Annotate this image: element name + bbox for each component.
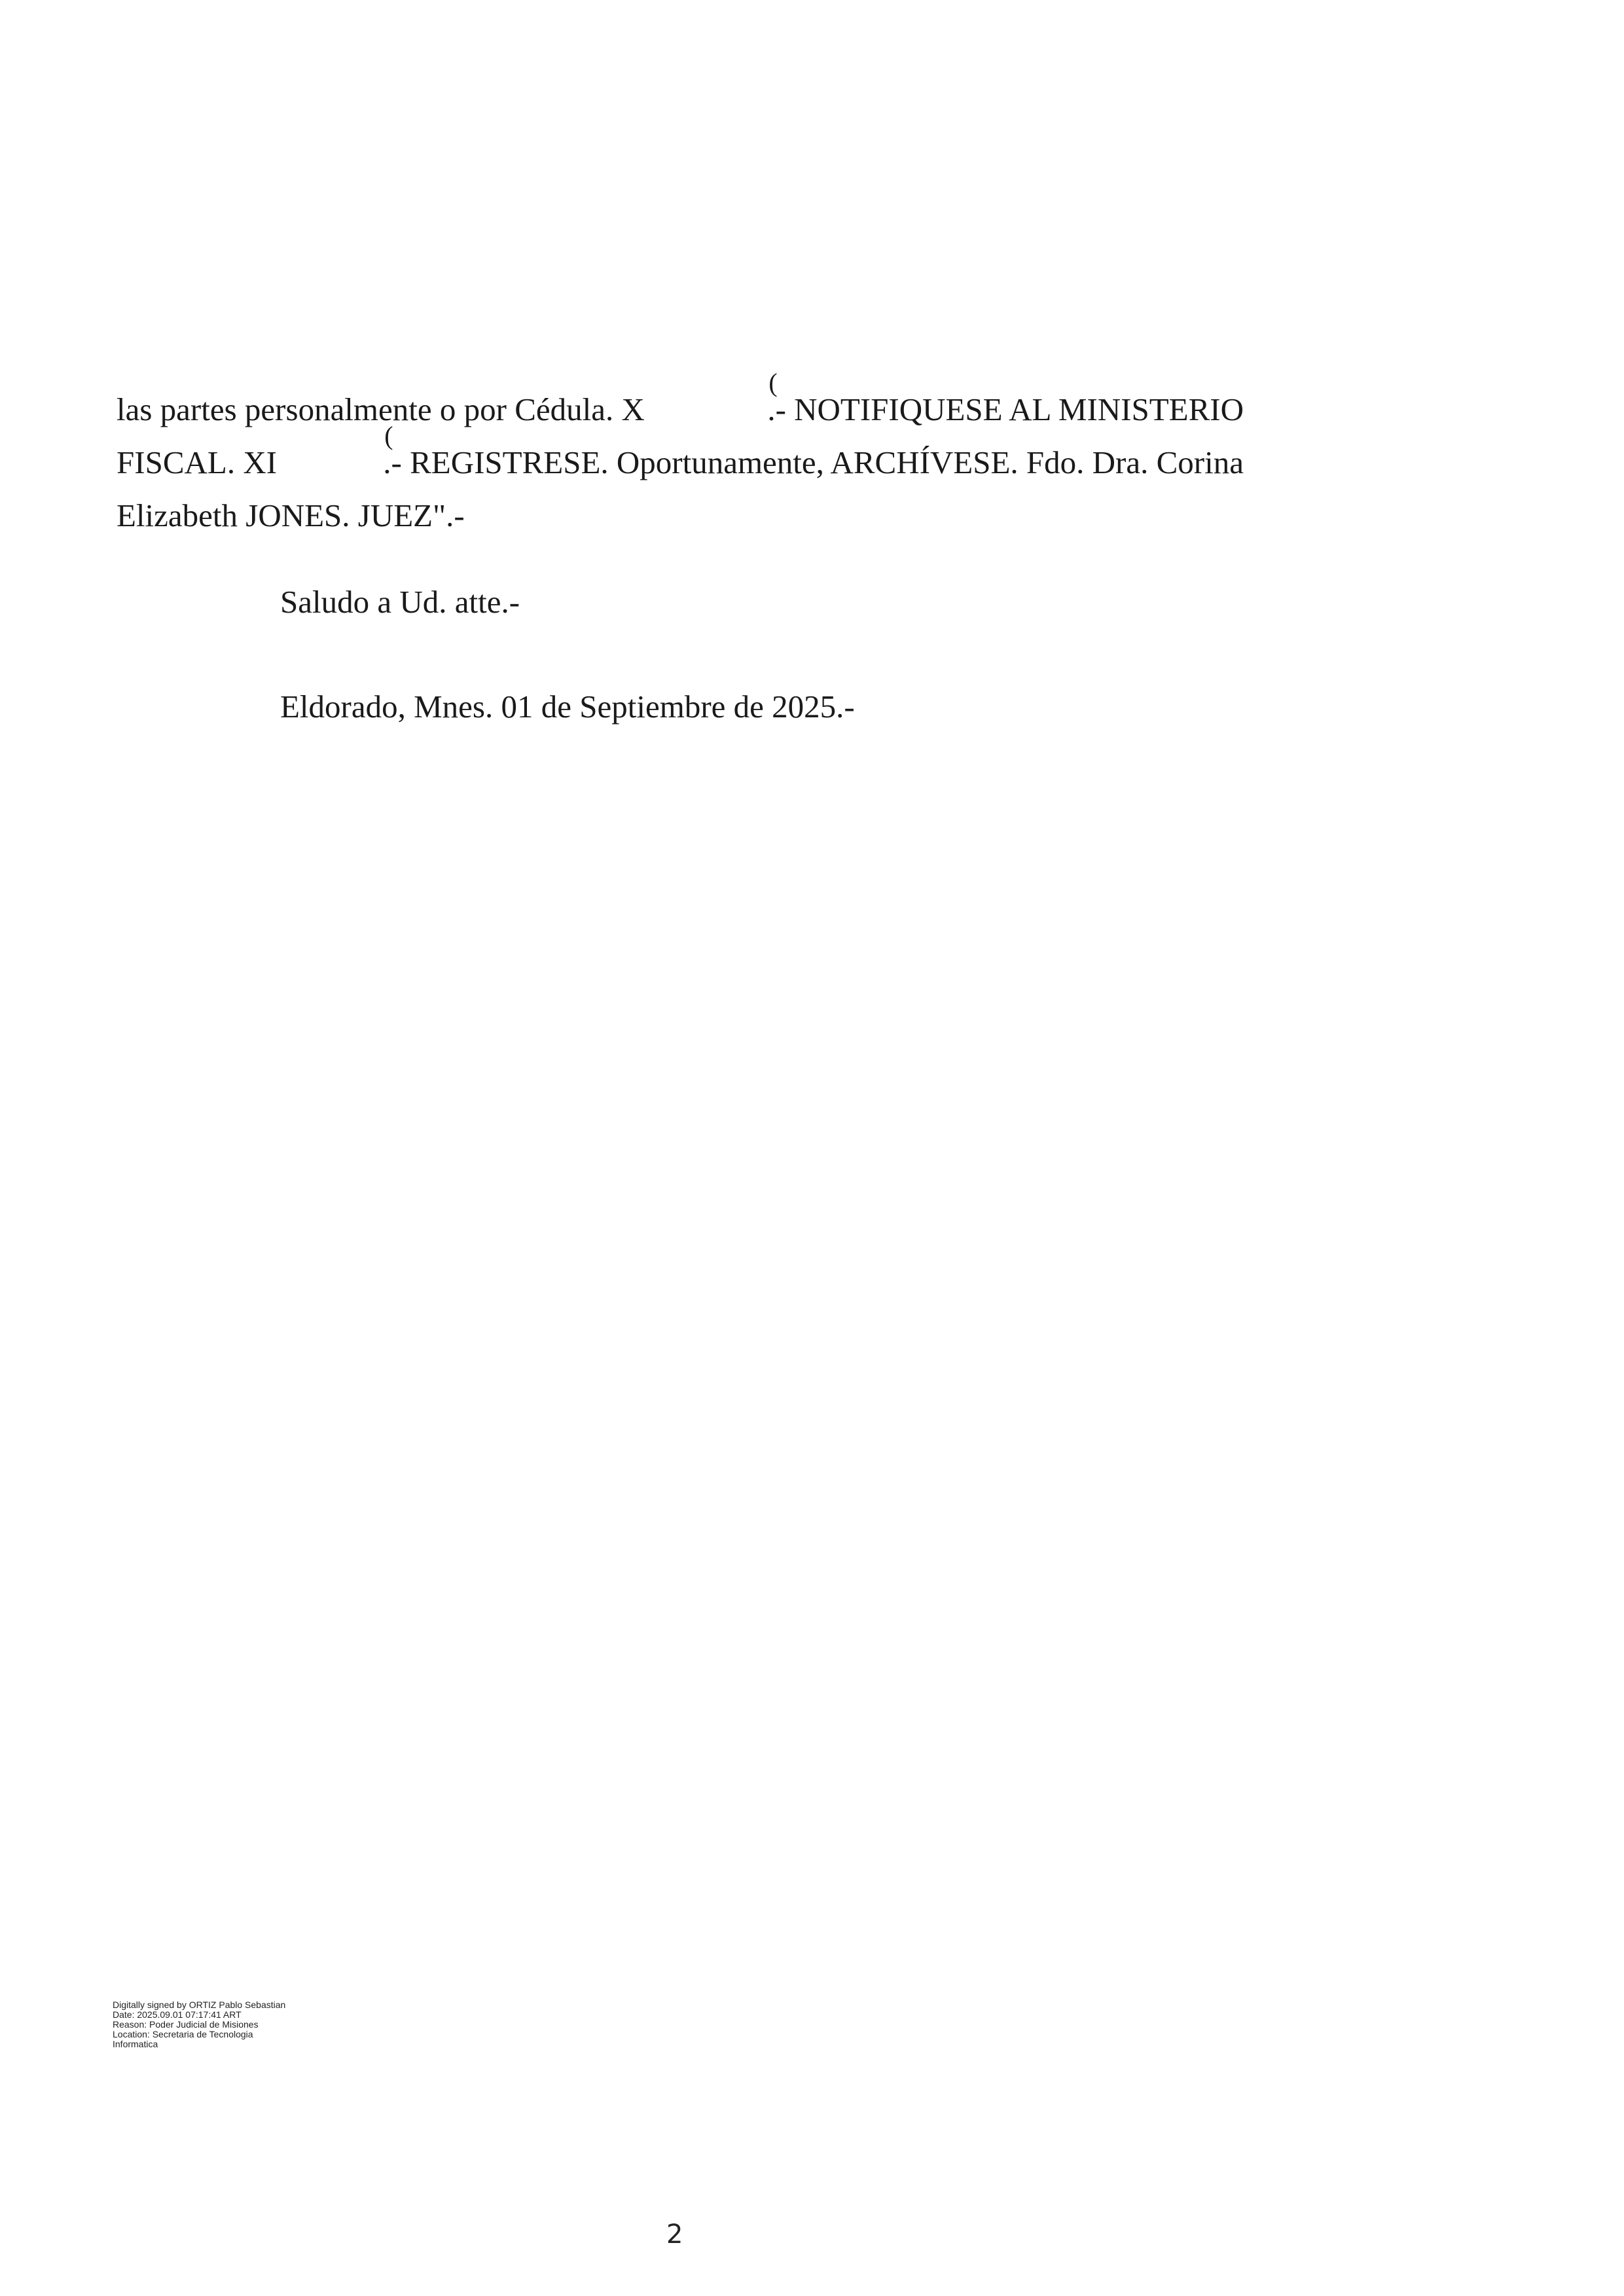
line-2-ordinal-mark (383, 421, 1244, 489)
digital-signature-block (113, 2000, 285, 2049)
line-1-end: .- NOTIFIQUESE AL MINISTERIO (767, 391, 1244, 427)
signature-location-cont: Informatica (113, 2039, 158, 2049)
line-1-start: las partes personalmente o por Cédula. X (117, 391, 645, 427)
line-1-paren: ( (768, 368, 778, 397)
signature-signed-by: Digitally signed by ORTIZ Pablo Sebastian (113, 2000, 286, 2010)
line-1-ordinal-mark (767, 368, 1244, 436)
signature-reason: Reason: Poder Judicial de Misiones (113, 2019, 259, 2030)
line-2-start: FISCAL. XI (117, 444, 278, 480)
paragraph-line-2 (117, 421, 1244, 489)
place-and-date: Eldorado, Mnes. 01 de Septiembre de 2025.- (280, 689, 855, 725)
signature-date: Date: 2025.09.01 07:17:41 ART (113, 2009, 242, 2020)
paragraph-line-3 (117, 489, 1244, 542)
line-2-paren: ( (384, 421, 393, 450)
line-3-text: Elizabeth JONES. JUEZ".- (117, 497, 465, 533)
line-2-end: .- REGISTRESE. Oportunamente, ARCHÍVESE. Fdo. Dra. Corina (383, 444, 1244, 480)
page-number: 2 (666, 2219, 683, 2250)
paragraph-line-1 (117, 368, 1244, 436)
closing-salute: Saludo a Ud. atte.- (280, 584, 520, 620)
signature-location: Location: Secretaria de Tecnologia (113, 2029, 253, 2039)
resolution-paragraph (117, 368, 1244, 542)
